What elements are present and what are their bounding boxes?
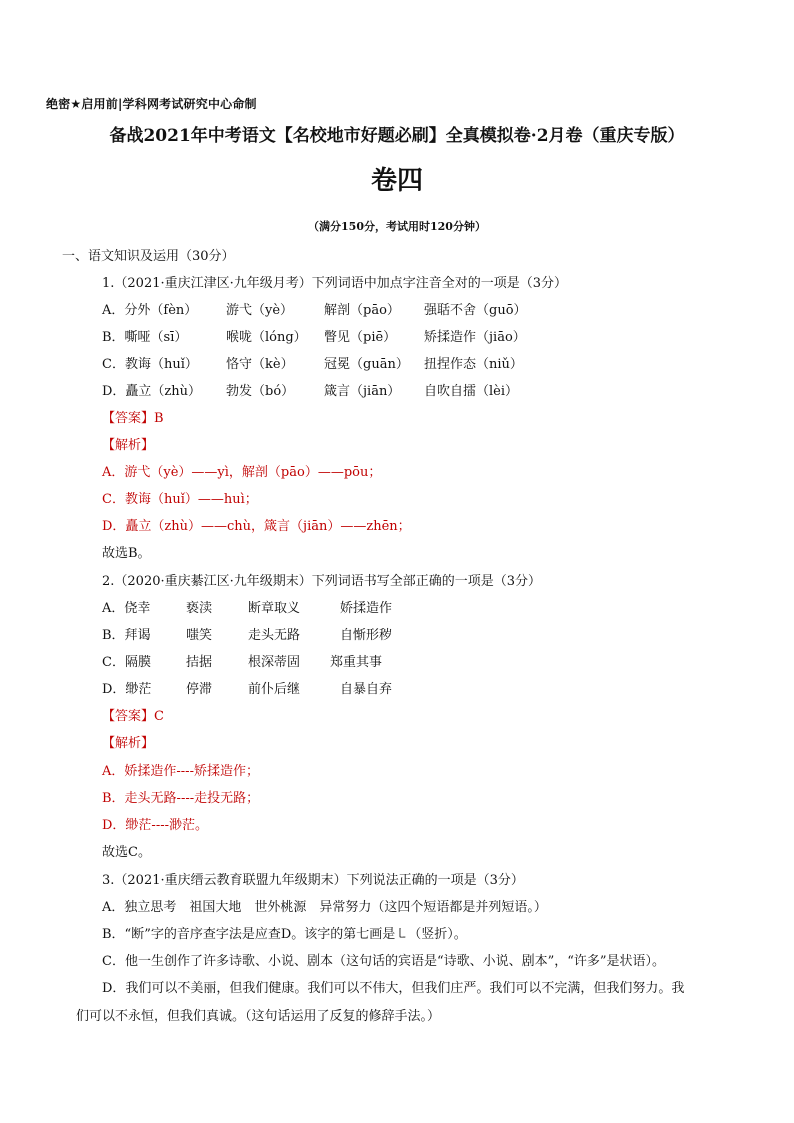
q2-conclusion: 故选C。	[102, 845, 151, 860]
q2-a-word1: A．侥幸	[102, 601, 151, 616]
q1-conclusion: 故选B。	[102, 546, 151, 561]
q3-stem: 3.（2021·重庆缙云教育联盟九年级期末）下列说法正确的一项是（3分）	[102, 873, 524, 888]
q2-d-word1: D．缈茫	[102, 682, 152, 697]
q2-d-word3: 前仆后继	[248, 682, 301, 697]
q2-option-c	[102, 654, 382, 672]
q2-d-word2: 停滞	[186, 682, 213, 697]
q2-b-word4: 自惭形秽	[340, 628, 393, 643]
q1-option-c	[102, 356, 523, 374]
q2-c-word4: 郑重其事	[330, 655, 383, 670]
q1-d-word4: 自吹自擂（lèi）	[424, 384, 519, 399]
q1-d-word2: 勃发（bó）	[226, 384, 295, 399]
q1-d-word3: 箴言（jiān）	[324, 384, 401, 399]
q3-option-d: D．我们可以不美丽，但我们健康。我们可以不伟大，但我们庄严。我们可以不完满，但我们努力。我	[102, 981, 685, 996]
q2-analysis-b: B．走头无路----走投无路；	[102, 791, 260, 806]
q1-analysis-a: A．游弋（yè）——yì，解剖（pāo）——pōu；	[102, 465, 382, 480]
q3-option-d-continued: 们可以不永恒，但我们真诚。（这句话运用了反复的修辞手法。）	[76, 1009, 441, 1024]
q1-b-word3: 瞥见（piē）	[324, 330, 397, 345]
q3-option-b: B．“断”字的音序查字法是应查D。该字的第七画是㇄（竖折）。	[102, 927, 467, 942]
q2-a-word2: 亵渎	[186, 601, 213, 616]
q2-option-a	[102, 600, 392, 618]
q1-d-word1: D．矗立（zhù）	[102, 384, 202, 399]
q3-option-c: C．他一生创作了许多诗歌、小说、剧本（这句话的宾语是“诗歌、小说、剧本”，“许多”是状语）。	[102, 954, 666, 969]
q1-b-word4: 矫揉造作（jiāo）	[424, 330, 526, 345]
q1-c-word1: C．教诲（huǐ）	[102, 357, 198, 372]
q1-stem: 1.（2021·重庆江津区·九年级月考）下列词语中加点字注音全对的一项是（3分）	[102, 276, 568, 291]
exam-title: 备战2021年中考语文【名校地市好题必刷】全真模拟卷·2月卷（重庆专版）	[109, 126, 685, 146]
q2-option-b	[102, 627, 392, 645]
q2-answer: 【答案】C	[102, 709, 164, 724]
q1-a-word2: 游弋（yè）	[226, 303, 294, 318]
q2-analysis-a: A．娇揉造作----矫揉造作；	[102, 764, 259, 779]
q1-option-d	[102, 383, 518, 401]
q1-c-word3: 冠冕（guān）	[324, 357, 409, 372]
q1-c-word2: 恪守（kè）	[226, 357, 294, 372]
q2-a-word4: 娇揉造作	[340, 601, 393, 616]
q2-stem: 2.（2020·重庆綦江区·九年级期末）下列词语书写全部正确的一项是（3分）	[102, 574, 542, 589]
q2-option-d	[102, 681, 392, 699]
q2-d-word4: 自暴自弃	[340, 682, 393, 697]
volume-title: 卷四	[370, 166, 423, 196]
q3-option-a: A．独立思考 祖国大地 世外桃源 异常努力（这四个短语都是并列短语。）	[102, 900, 547, 915]
q2-c-word2: 拮据	[186, 655, 213, 670]
section-title: 一、语文知识及运用（30分）	[62, 249, 235, 264]
q1-option-b	[102, 329, 526, 347]
q1-a-word3: 解剖（pāo）	[324, 303, 400, 318]
q2-b-word1: B．拜谒	[102, 628, 151, 643]
q1-answer: 【答案】B	[102, 411, 164, 426]
q1-option-a	[102, 302, 527, 320]
q2-analysis-label: 【解析】	[102, 736, 155, 751]
q2-b-word3: 走头无路	[248, 628, 301, 643]
q1-a-word1: A．分外（fèn）	[102, 303, 198, 318]
score-note: （满分150分，考试用时120分钟）	[308, 220, 486, 233]
q2-c-word1: C．隔膜	[102, 655, 151, 670]
q2-c-word3: 根深蒂固	[248, 655, 301, 670]
q2-analysis-d: D．缈茫----渺茫。	[102, 818, 208, 833]
q1-analysis-label: 【解析】	[102, 438, 155, 453]
q1-a-word4: 强聒不舍（guō）	[424, 303, 527, 318]
confidential-note: 绝密★启用前|学科网考试研究中心命制	[46, 97, 257, 111]
q1-analysis-c: C．教诲（huǐ）——huì；	[102, 492, 258, 507]
q1-c-word4: 扭捏作态（niǔ）	[424, 357, 523, 372]
q2-a-word3: 断章取义	[248, 601, 301, 616]
q1-analysis-d: D．矗立（zhù）——chù，箴言（jiān）——zhēn；	[102, 519, 411, 534]
q1-b-word1: B．嘶哑（sī）	[102, 330, 188, 345]
q2-b-word2: 嗤笑	[186, 628, 213, 643]
q1-b-word2: 喉咙（lóng）	[226, 330, 307, 345]
